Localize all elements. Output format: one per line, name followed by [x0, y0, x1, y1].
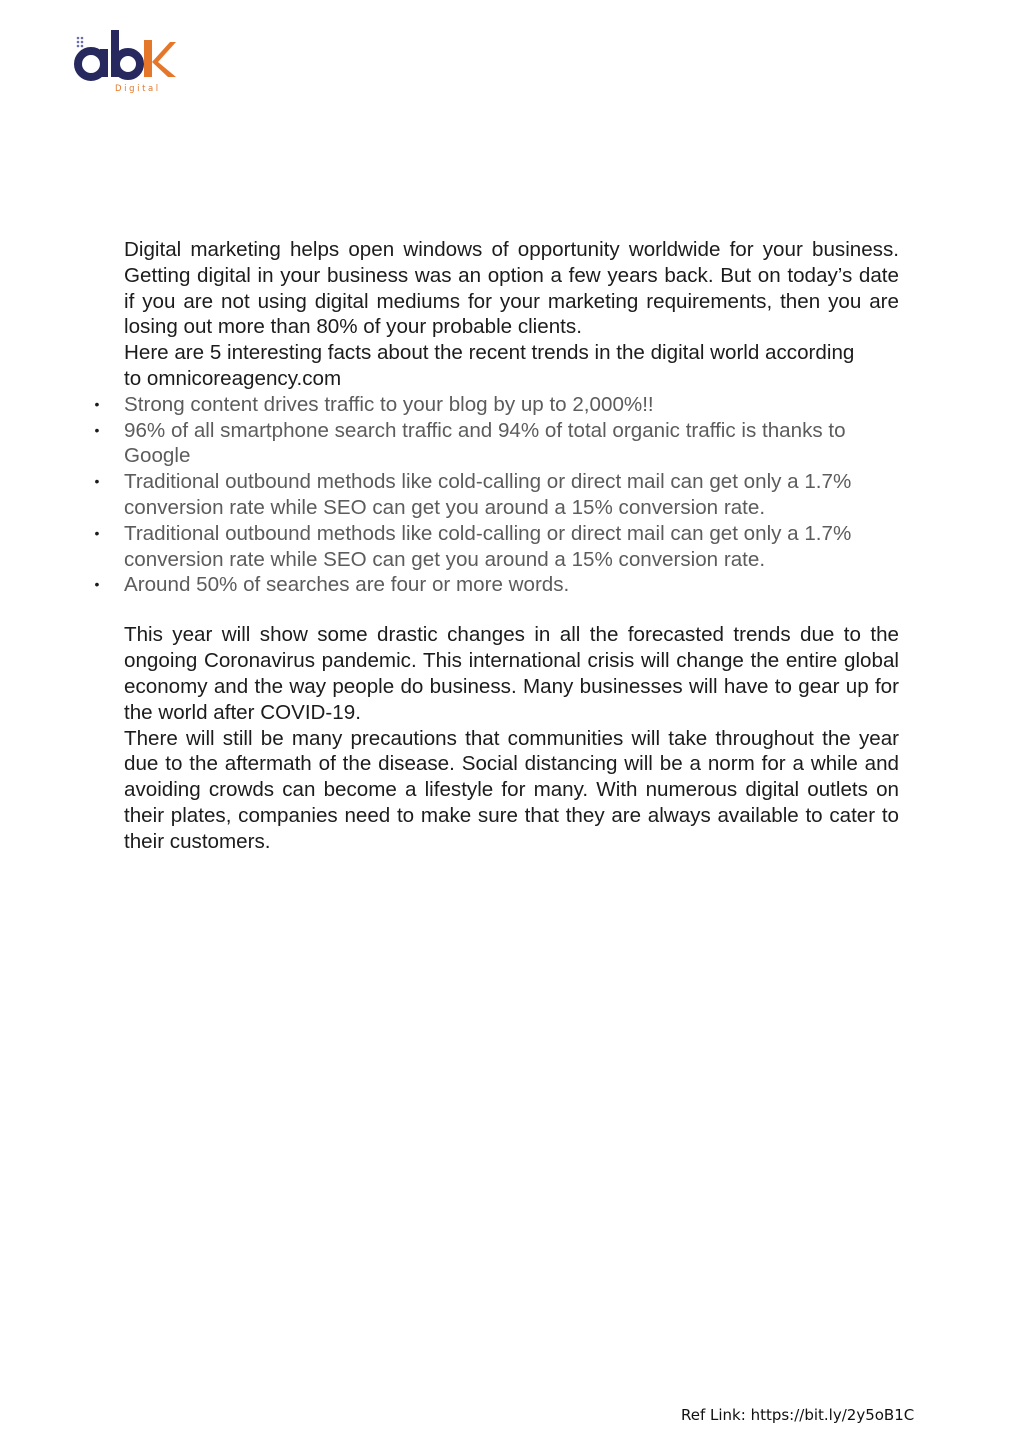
intro-paragraph: Digital marketing helps open windows of opportunity worldwide for your business. Getting digital in your business was an option a few years back. But on today’s date if you are not using digital mediums for your marketing requirements, then you are losing out more than 80% of your probable clients.: [124, 238, 899, 339]
precautions-paragraph: There will still be many precautions that communities will take throughout the year due to the aftermath of the disease. Social distancing will be a norm for a while and avoiding crowds can become a lifestyle for many. With numerous digital outlets on their plates, companies need to make sure that they are always available to cater to their customers.: [124, 726, 899, 853]
fact-item: [94, 418, 899, 470]
fact-text: Around 50% of searches are four or more words.: [124, 573, 570, 597]
bullet-icon: •: [94, 524, 100, 541]
fact-item: [94, 572, 899, 598]
fact-text: Traditional outbound methods like cold-calling or direct mail can get only a 1.7% conversion rate while SEO can get you around a 15% conversion rate.: [124, 470, 852, 519]
fact-item: [94, 521, 899, 573]
fact-text: Strong content drives traffic to your blog by up to 2,000%!!: [124, 392, 654, 416]
abk-digital-logo: [72, 28, 178, 94]
ref-link[interactable]: Ref Link: https://bit.ly/2y5oB1C: [681, 1406, 915, 1424]
bullet-icon: •: [94, 395, 100, 412]
pandemic-paragraph: This year will show some drastic changes in all the forecasted trends due to the ongoing Coronavirus pandemic. This international crisis will change the entire global economy and the way people do business. Many businesses will have to gear up for the world after COVID-19.: [124, 623, 899, 724]
fact-item: [94, 469, 899, 521]
fact-text: 96% of all smartphone search traffic and 94% of total organic traffic is thanks to Google: [124, 418, 846, 468]
logo-graphic: [72, 28, 178, 94]
bullet-icon: •: [94, 576, 100, 593]
fact-text: Traditional outbound methods like cold-calling or direct mail can get only a 1.7% conversion rate while SEO can get you around a 15% conversion rate.: [124, 521, 852, 571]
logo-subtext: Digital: [115, 84, 161, 94]
bullet-icon: •: [94, 473, 100, 490]
bullet-icon: •: [94, 421, 100, 438]
document-body: [94, 237, 899, 855]
fact-item: [94, 392, 899, 418]
paragraph-spacer: [124, 598, 899, 622]
facts-intro-line: Here are 5 interesting facts about the recent trends in the digital world according: [124, 341, 855, 365]
source-line: to omnicoreagency.com: [124, 366, 342, 390]
facts-list: [94, 392, 899, 598]
